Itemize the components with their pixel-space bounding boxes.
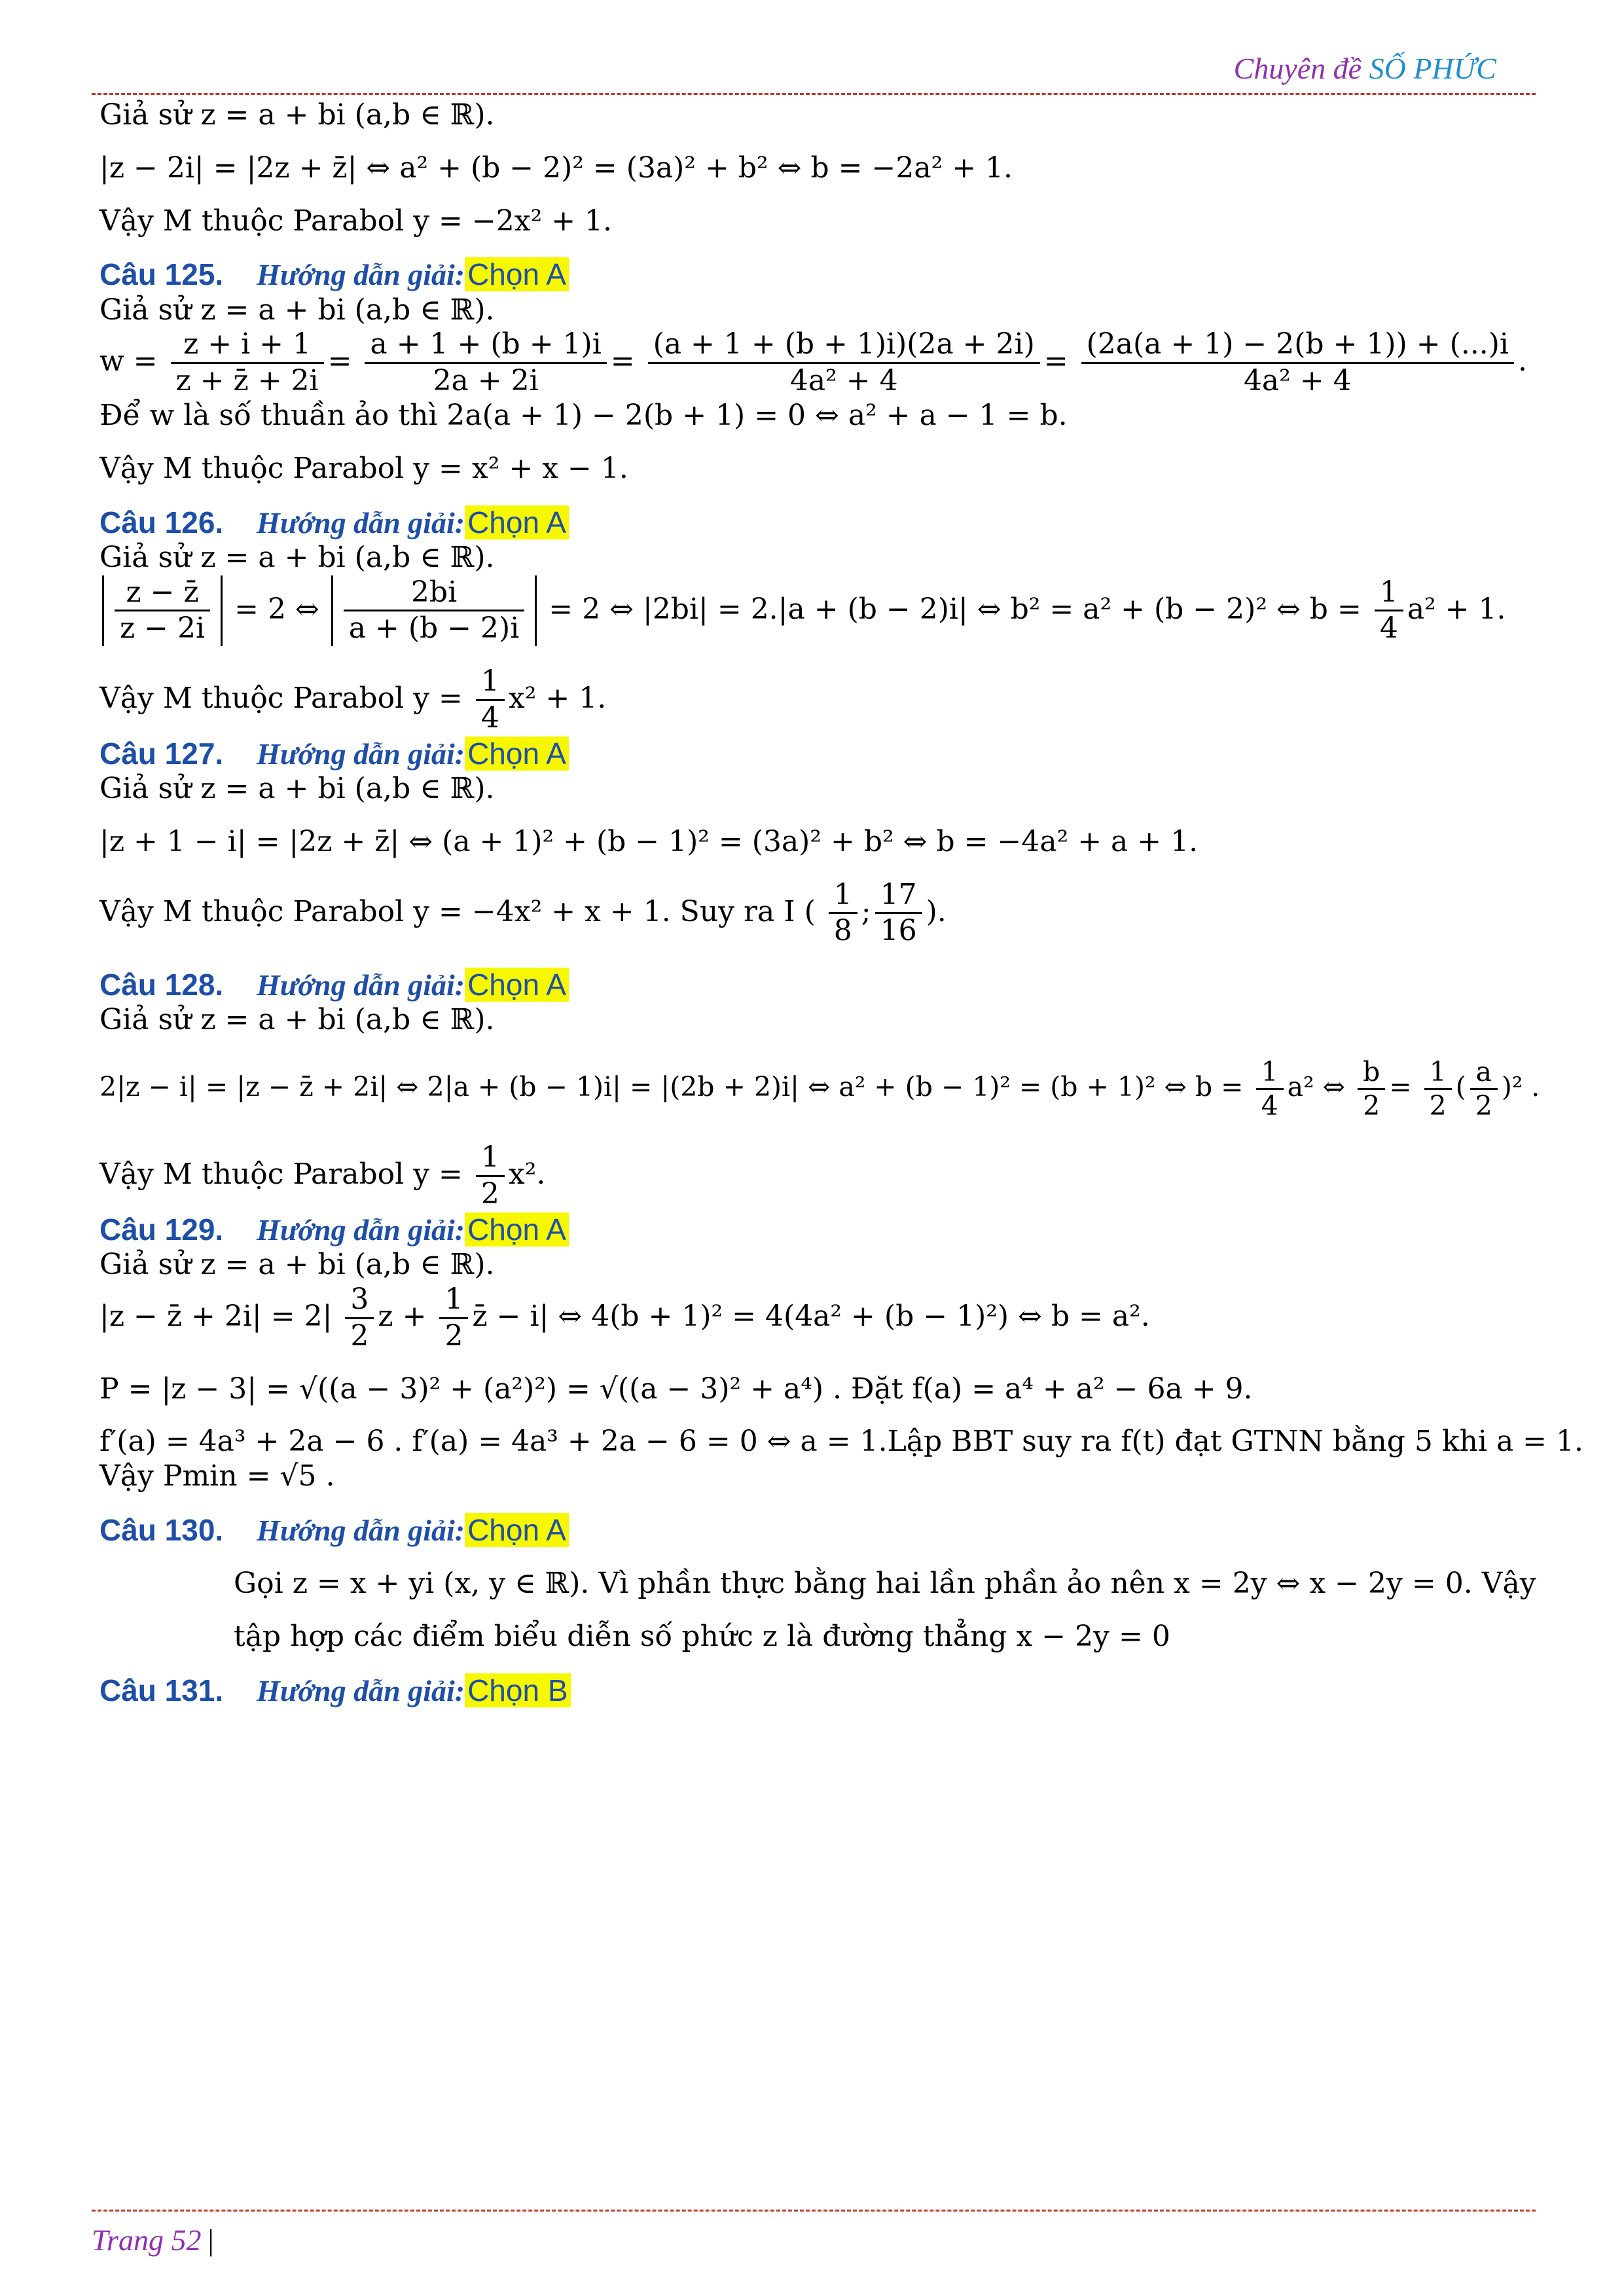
b127-line-3: Vậy M thuộc Parabol y = −4x² + x + 1. Suy ra I ( $\frac{1}{8}$ ; $\frac{17}{16}$ ). [99, 877, 947, 948]
b125-line-3: Để w là số thuần ảo thì 2a(a + 1) − 2(b + 1) = 0 ⇔ a² + a − 1 = b. [99, 398, 1068, 432]
header-title-highlight: SỐ PHỨC [1369, 52, 1496, 85]
b127-line-1: Giả sử z = a + bi (a,b ∈ ℝ). [99, 771, 495, 805]
question-number: Câu 131. [99, 1673, 224, 1707]
question-number: Câu 128. [99, 968, 224, 1002]
absolute-value: $\frac{2bi}{a + (b - 2)i}$ [331, 575, 537, 647]
guide-label: Hướng dẫn giải: [257, 1673, 465, 1707]
answer-choice: Chọn A [465, 257, 569, 291]
question-number: Câu 126. [99, 505, 224, 539]
b129-line-5: Vậy Pmin = √5 . [99, 1459, 335, 1493]
absolute-value: $\frac{z - z̄}{z - 2i}$ [102, 575, 223, 647]
question-number: Câu 127. [99, 736, 224, 771]
question-129-heading [99, 1212, 1533, 1248]
fraction: $\frac{1}{8}$ [829, 878, 857, 949]
b124-line-2: |z − 2i| = |2z + z̄| ⇔ a² + (b − 2)² = (3a)² + b² ⇔ b = −2a² + 1. [99, 151, 1013, 185]
b126-abs-line: $\frac{z - z̄}{z - 2i}$ = 2 ⇔ $\frac{2bi}{a + (b - 2)i}$ = 2 ⇔ |2bi| = 2.|a + (b − 2)i| ⇔ b² = a² + (b − 2)² ⇔ b = $\frac{1}{4}$ a² + 1. [99, 575, 1533, 647]
answer-choice: Chọn A [465, 1212, 569, 1247]
b128-line-2: 2|z − i| = |z − z̄ + 2i| ⇔ 2|a + (b − 1)i| = |(2b + 2)i| ⇔ a² + (b − 1)² = (b + 1)² ⇔ b = $\frac{1}{4}$ a² ⇔ $\frac{b}{2}$ = $\frac{1}{2}$ ( $\frac{a}{2}$ )² . [99, 1056, 1540, 1122]
fraction: $\frac{1}{2}$ [1424, 1056, 1452, 1122]
guide-label: Hướng dẫn giải: [257, 1213, 465, 1247]
fraction: $\frac{1}{2}$ [439, 1283, 468, 1354]
fraction: $\frac{a + 1 + (b + 1)i}{2a + 2i}$ [365, 327, 606, 399]
question-125-heading [99, 257, 1533, 293]
b129-line-4: f′(a) = 4a³ + 2a − 6 . f′(a) = 4a³ + 2a − 6 = 0 ⇔ a = 1.Lập BBT suy ra f(t) đạt GTNN bằng 5 khi a = 1. [99, 1425, 1584, 1459]
b125-line-4: Vậy M thuộc Parabol y = x² + x − 1. [99, 451, 628, 485]
b128-line-3: Vậy M thuộc Parabol y = $\frac{1}{2}$ x². [99, 1140, 546, 1211]
b125-line-1: Giả sử z = a + bi (a,b ∈ ℝ). [99, 293, 495, 327]
b130-line-1: Gọi z = x + yi (x, y ∈ ℝ). Vì phần thực bằng hai lần phần ảo nên x = 2y ⇔ x − 2y = 0. Vậy [234, 1567, 1536, 1601]
fraction: $\frac{1}{4}$ [1256, 1056, 1284, 1122]
fraction: $\frac{z + i + 1}{z + z̄ + 2i}$ [171, 327, 324, 399]
fraction: $\frac{17}{16}$ [875, 878, 922, 949]
b128-line-1: Giả sử z = a + bi (a,b ∈ ℝ). [99, 1003, 495, 1037]
page-header [92, 46, 1536, 95]
b126-line-3: Vậy M thuộc Parabol y = $\frac{1}{4}$ x² + 1. [99, 665, 607, 735]
guide-label: Hướng dẫn giải: [257, 505, 465, 539]
fraction: $\frac{1}{2}$ [476, 1140, 505, 1212]
b124-line-3: Vậy M thuộc Parabol y = −2x² + 1. [99, 204, 613, 238]
b127-line-2: |z + 1 − i| = |2z + z̄| ⇔ (a + 1)² + (b − 1)² = (3a)² + b² ⇔ b = −4a² + a + 1. [99, 824, 1199, 858]
question-127-heading [99, 736, 1533, 772]
guide-label: Hướng dẫn giải: [257, 737, 465, 771]
answer-choice: Chọn B [465, 1673, 570, 1707]
b130-line-2: tập hợp các điểm biểu diễn số phức z là đường thẳng x − 2y = 0 [234, 1620, 1170, 1654]
question-131-heading [99, 1673, 1533, 1709]
b129-line-1: Giả sử z = a + bi (a,b ∈ ℝ). [99, 1248, 495, 1282]
answer-choice: Chọn A [465, 968, 569, 1002]
b125-fraction-line: w = $\frac{z + i + 1}{z + z̄ + 2i}$ = $\frac{a + 1 + (b + 1)i}{2a + 2i}$ = $\frac{(a + 1 + (b + 1)i)(2a + 2i)}{\text{4a² + 4}}$ = $\frac{(2a(a + 1) - 2(b + 1)) + (...)i}{\text{4a² + 4}}$ . [99, 327, 1527, 398]
question-126-heading [99, 505, 1533, 541]
question-number: Câu 125. [99, 257, 224, 292]
question-number: Câu 129. [99, 1212, 224, 1247]
guide-label: Hướng dẫn giải: [257, 258, 465, 292]
fraction: $\frac{b}{2}$ [1358, 1056, 1385, 1122]
b129-line-3: P = |z − 3| = √((a − 3)² + (a²)²) = √((a − 3)² + a⁴) . Đặt f(a) = a⁴ + a² − 6a + 9. [99, 1372, 1253, 1406]
answer-choice: Chọn A [465, 1513, 569, 1547]
question-130-heading [99, 1512, 1533, 1548]
guide-label: Hướng dẫn giải: [257, 1514, 465, 1548]
fraction: $\frac{3}{2}$ [345, 1283, 374, 1354]
guide-label: Hướng dẫn giải: [257, 968, 465, 1002]
question-128-heading [99, 967, 1533, 1003]
fraction: $\frac{a}{2}$ [1470, 1056, 1498, 1122]
page-footer-rule [92, 2210, 1536, 2212]
answer-choice: Chọn A [465, 737, 569, 771]
fraction: $\frac{(2a(a + 1) - 2(b + 1)) + (...)i}{\text{4a² + 4}}$ [1081, 327, 1514, 399]
b124-line-1: Giả sử z = a + bi (a,b ∈ ℝ). [99, 98, 495, 132]
fraction: $\frac{1}{4}$ [1375, 575, 1403, 647]
fraction: $\frac{(a + 1 + (b + 1)i)(2a + 2i)}{\text{4a² + 4}}$ [648, 327, 1040, 399]
question-number: Câu 130. [99, 1513, 224, 1548]
b129-line-2: |z − z̄ + 2i| = 2| $\frac{3}{2}$ z + $\frac{1}{2}$ z̄ − i| ⇔ 4(b + 1)² = 4(4a² + (b − 1)²) ⇔ b = a². [99, 1283, 1150, 1353]
answer-choice: Chọn A [465, 505, 569, 539]
page-number: Trang 52 | [92, 2223, 214, 2257]
fraction: $\frac{1}{4}$ [476, 665, 505, 736]
b126-line-1: Giả sử z = a + bi (a,b ∈ ℝ). [99, 540, 495, 574]
header-title: Chuyên đề SỐ PHỨC [1233, 52, 1496, 85]
page-content [99, 98, 1584, 1709]
